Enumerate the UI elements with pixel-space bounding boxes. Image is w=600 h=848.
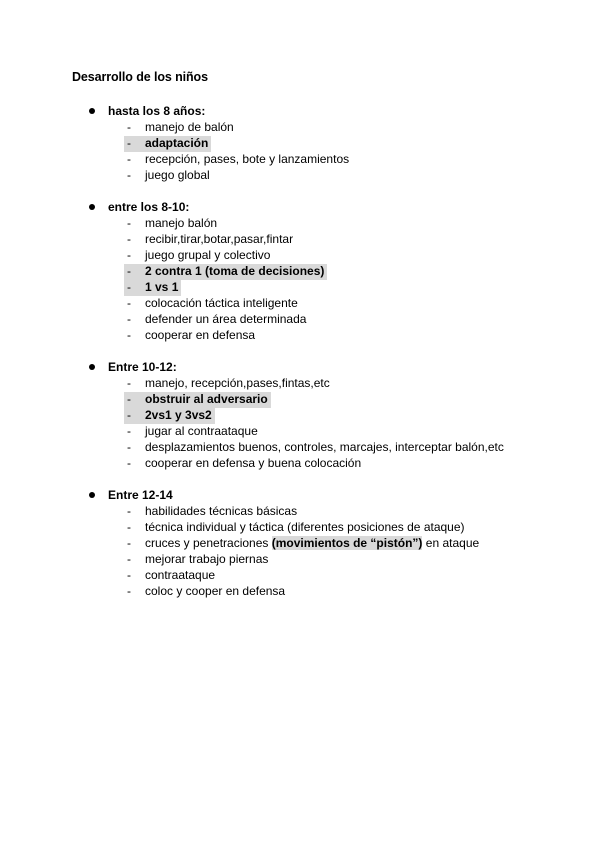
item-text [145, 152, 349, 166]
section-heading-row [0, 360, 600, 376]
list-item [0, 248, 600, 264]
item-main-text: 2vs1 y 3vs2 [145, 408, 212, 422]
item-text [145, 120, 234, 134]
list-item [0, 456, 600, 472]
item-main-text: obstruir al adversario [145, 392, 268, 406]
section-heading: entre los 8-10: [108, 200, 190, 214]
dash-marker: - [127, 296, 131, 310]
item-text [145, 568, 215, 582]
bullet-icon [89, 492, 95, 498]
list-item [0, 408, 600, 424]
dash-marker: - [127, 280, 131, 294]
list-item [0, 568, 600, 584]
item-text [145, 328, 255, 342]
dash-marker: - [127, 248, 131, 262]
list-item [0, 552, 600, 568]
list-item [0, 232, 600, 248]
dash-marker: - [127, 504, 131, 518]
item-list [0, 376, 600, 472]
item-text [145, 536, 479, 550]
item-text [145, 504, 297, 518]
dash-marker: - [127, 120, 131, 134]
item-text [145, 136, 208, 150]
document-title: Desarrollo de los niños [72, 70, 208, 84]
item-main-text: contraataque [145, 568, 216, 582]
item-text [145, 312, 306, 326]
item-tail-text: en ataque [425, 536, 480, 550]
item-main-text: recepción, pases, bote y lanzamientos [145, 152, 350, 166]
item-text [145, 408, 212, 422]
list-item [0, 504, 600, 520]
dash-marker: - [127, 408, 131, 422]
dash-marker: - [127, 552, 131, 566]
section-4 [0, 488, 600, 600]
item-text [145, 168, 210, 182]
item-list [0, 120, 600, 184]
list-item [0, 328, 600, 344]
list-item [0, 120, 600, 136]
item-list [0, 216, 600, 344]
item-main-text: juego grupal y colectivo [145, 248, 271, 262]
list-item [0, 440, 600, 456]
list-item [0, 584, 600, 600]
item-main-text: cruces y penetraciones [145, 536, 269, 550]
item-text [145, 456, 361, 470]
section-heading: hasta los 8 años: [108, 104, 206, 118]
item-main-text: recibir,tirar,botar,pasar,fintar [145, 232, 294, 246]
item-text [145, 376, 330, 390]
list-item [0, 216, 600, 232]
section-heading-row [0, 200, 600, 216]
item-main-text: jugar al contraataque [145, 424, 258, 438]
item-text [145, 424, 258, 438]
dash-marker: - [127, 584, 131, 598]
dash-marker: - [127, 136, 131, 150]
section-1 [0, 104, 600, 184]
item-main-text: 2 contra 1 (toma de decisiones) [145, 264, 325, 278]
item-main-text: adaptación [145, 136, 209, 150]
list-item [0, 520, 600, 536]
section-heading: Entre 12-14 [108, 488, 173, 502]
item-text [145, 584, 285, 598]
item-main-text: manejo de balón [145, 120, 234, 134]
item-main-text: mejorar trabajo piernas [145, 552, 269, 566]
section-heading: Entre 10-12: [108, 360, 177, 374]
dash-marker: - [127, 232, 131, 246]
item-text [145, 216, 217, 230]
list-item [0, 264, 600, 280]
item-main-text: 1 vs 1 [145, 280, 179, 294]
list-item [0, 168, 600, 184]
item-text [145, 520, 465, 534]
dash-marker: - [127, 376, 131, 390]
section-2 [0, 200, 600, 344]
list-item [0, 280, 600, 296]
item-main-text: manejo balón [145, 216, 218, 230]
item-main-text: defender un área determinada [145, 312, 307, 326]
dash-marker: - [127, 312, 131, 326]
item-text [145, 392, 268, 406]
dash-marker: - [127, 216, 131, 230]
list-item [0, 424, 600, 440]
list-item [0, 136, 600, 152]
item-main-text: manejo, recepción,pases,fintas,etc [145, 376, 330, 390]
bullet-icon [89, 204, 95, 210]
item-text [145, 264, 324, 278]
item-main-text: técnica individual y táctica (diferentes posiciones de ataque) [145, 520, 465, 534]
list-item [0, 536, 600, 552]
item-text [145, 280, 178, 294]
bullet-icon [89, 364, 95, 370]
item-bold-highlight: (movimientos de “pistón”) [271, 536, 423, 550]
list-item [0, 296, 600, 312]
dash-marker: - [127, 168, 131, 182]
item-main-text: juego global [145, 168, 210, 182]
section-heading-row [0, 104, 600, 120]
dash-marker: - [127, 568, 131, 582]
item-main-text: habilidades técnicas básicas [145, 504, 298, 518]
item-text [145, 440, 504, 454]
item-main-text: cooperar en defensa y buena colocación [145, 456, 362, 470]
dash-marker: - [127, 440, 131, 454]
dash-marker: - [127, 520, 131, 534]
item-text [145, 248, 270, 262]
dash-marker: - [127, 328, 131, 342]
dash-marker: - [127, 264, 131, 278]
list-item [0, 152, 600, 168]
bullet-icon [89, 108, 95, 114]
section-heading-row [0, 488, 600, 504]
item-text [145, 296, 298, 310]
dash-marker: - [127, 152, 131, 166]
item-list [0, 504, 600, 600]
dash-marker: - [127, 456, 131, 470]
dash-marker: - [127, 392, 131, 406]
list-item [0, 312, 600, 328]
item-main-text: coloc y cooper en defensa [145, 584, 286, 598]
item-main-text: cooperar en defensa [145, 328, 256, 342]
dash-marker: - [127, 424, 131, 438]
list-item [0, 376, 600, 392]
section-3 [0, 360, 600, 472]
item-text [145, 552, 268, 566]
item-text [145, 232, 293, 246]
item-main-text: colocación táctica inteligente [145, 296, 298, 310]
dash-marker: - [127, 536, 131, 550]
item-main-text: desplazamientos buenos, controles, marcajes, interceptar balón,etc [145, 440, 504, 454]
list-item [0, 392, 600, 408]
